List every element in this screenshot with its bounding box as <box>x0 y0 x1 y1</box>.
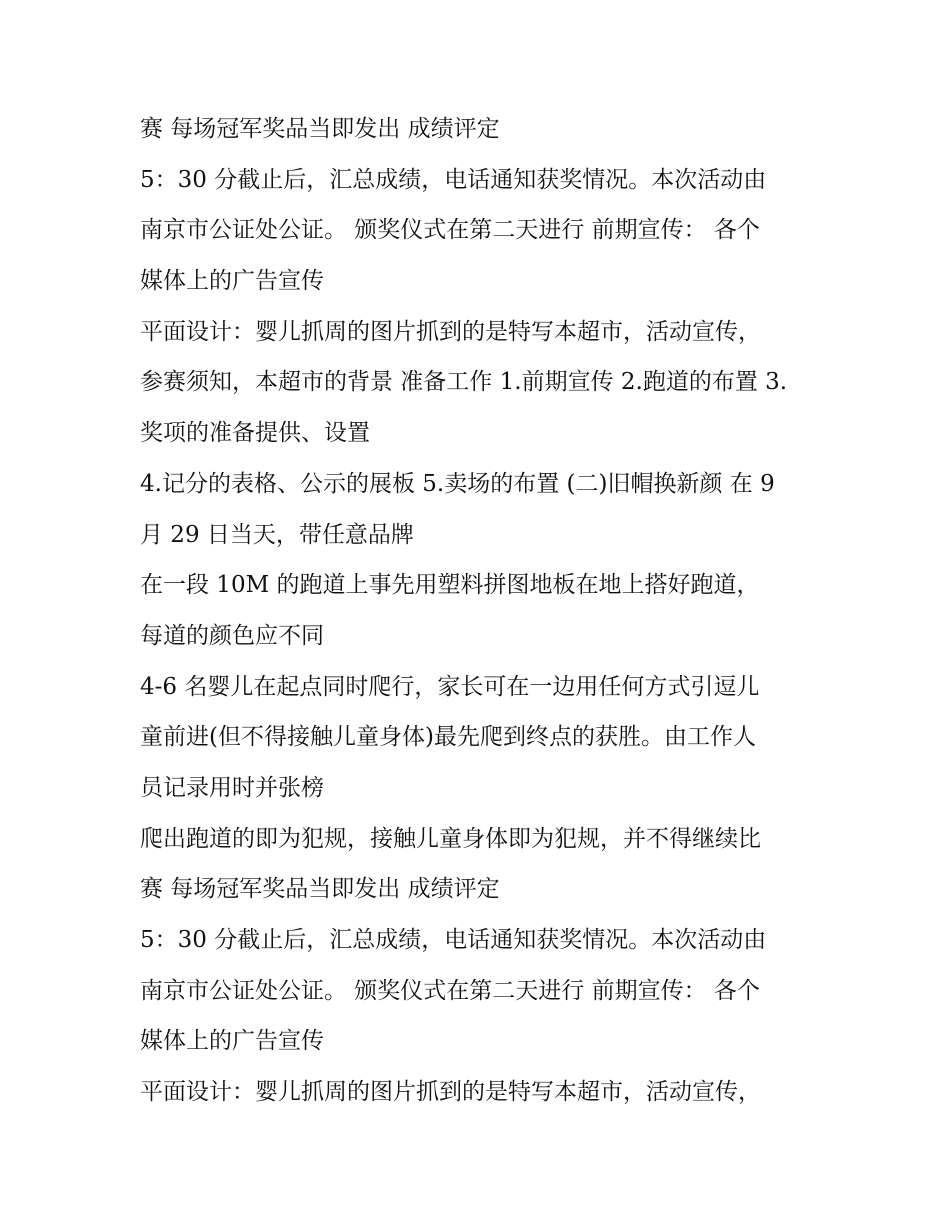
text-line: 平面设计：婴儿抓周的图片抓到的是特写本超市，活动宣传， <box>140 1079 761 1106</box>
text-line: 月 29 日当天，带任意品牌 <box>140 521 414 548</box>
text-line: 每道的颜色应不同 <box>140 622 324 649</box>
document-body <box>140 104 820 1118</box>
text-line: 爬出跑道的即为犯规，接触儿童身体即为犯规，并不得继续比 <box>140 825 761 852</box>
text-line: 南京市公证处公证。 颁奖仪式在第二天进行 前期宣传： 各个 <box>140 217 760 244</box>
text-line: 赛 每场冠军奖品当即发出 成绩评定 <box>140 116 500 142</box>
text-line: 平面设计：婴儿抓周的图片抓到的是特写本超市，活动宣传， <box>140 318 761 345</box>
text-line: 赛 每场冠军奖品当即发出 成绩评定 <box>140 876 500 903</box>
text-line: 参赛须知，本超市的背景 准备工作 1.前期宣传 2.跑道的布置 3. <box>140 369 788 396</box>
text-line: 童前进(但不得接触儿童身体)最先爬到终点的获胜。由工作人 <box>140 724 756 751</box>
text-line: 南京市公证处公证。 颁奖仪式在第二天进行 前期宣传： 各个 <box>140 977 760 1004</box>
text-line: 5：30 分截止后，汇总成绩，电话通知获奖情况。本次活动由 <box>140 927 767 953</box>
text-line: 媒体上的广告宣传 <box>140 1028 324 1055</box>
text-line: 奖项的准备提供、设置 <box>140 420 370 447</box>
text-line: 4-6 名婴儿在起点同时爬行，家长可在一边用任何方式引逗儿 <box>140 673 760 700</box>
text-line: 员记录用时并张榜 <box>140 774 324 801</box>
text-line: 4.记分的表格、公示的展板 5.卖场的布置 (二)旧帽换新颜 在 9 <box>140 470 775 497</box>
text-line: 在一段 10M 的跑道上事先用塑料拼图地板在地上搭好跑道， <box>140 572 760 599</box>
text-line: 5：30 分截止后，汇总成绩，电话通知获奖情况。本次活动由 <box>140 166 767 193</box>
text-line: 媒体上的广告宣传 <box>140 268 324 295</box>
